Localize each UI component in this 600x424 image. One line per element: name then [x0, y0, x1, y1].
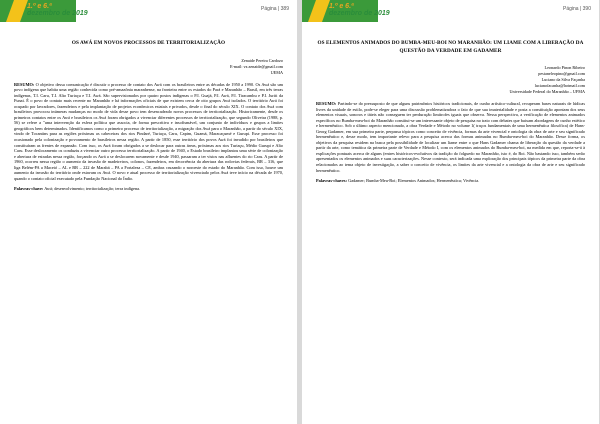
- abstract-text: O objetivo dessa comunicação é discutir o processo de contato dos Awá com os brasileiros entre as décadas de 1950 a 1990. Os Awá são um povo indígena que habita uma região conhecida como pré-amazônia maranhense, na fronteira entre os estados do Pará e Maranhão – Brasil, em três terras indígenas, T.I. Caru, T.I. Alto Turiaçu e T.I. Awá. São supervisionados por quatro postos indígenas o P.I. Guajá, P.I. Awá, P.I. Tiracambu e P.I. Juriti da Funai. É o povo de contato mais recente no Maranhão e há informações oficiais de que existem cerca de oito grupos Awá isolados. O território Awá foi ocupado por lavradores, fazendeiros e pela implantação de projetos econômicos estatais e privados, desde o final do século XIX. O contato dos Awá com brasileiros provocou inúmeras mudanças no modo de vida desse povo tem desencadeado novos processos de territorialização. Historicamente, desde os primeiros contatos entre os Awá e brasileiros os Awá foram obrigados a vivenciar diferentes processos de territorialização, que segundo Oliveira (1988, p. 56) se refere a "uma intervenção da esfera política que associa, de forma prescritiva e insofismável, um conjunto de indivíduos e grupos a limites geográficos bem determinados. Identificamos como o primeiro processo de territorialização, a migração dos Awá para o Maranhão, a partir do século XIX, vindo de Tocantins para as regiões próximas as cabeceiras dos rios Pindaré, Turiaçu, Caru, Capim, Guamá, Maracaçumé e Gurupi. Esse processo foi ocasionado pela colonização e povoamento de brasileiros nessa região. A partir de 1850, esse território dos povos Awá foi invadido por brasileiros que constituíram as frentes de expansão. Com isso, os Awá foram obrigados a se deslocar para outras áreas, próximas aos rios Turiaçu, Médio Gurupi e Alto Caru. Esse deslocamento os conduziu a vivenciar outro processo territorialização. A partir de 1940, o Estado brasileiro implantou uma série de colonização e abertura de estradas nessa região, forçando os Awá a se deslocarem novamente e desde 1940, passaram a ter vistos nas afluentes do rio Caru. A partir de 1960, ocorreu nessa região o aumento da invasão de madeireiros, colonos, fazendeiros, em decorrência da abertura das rodovias federais, BR – 316, que liga Belém-PA a Maceió – AL e BR – 222 de Marabá – PA a Fortaleza – CE, ambas cruzando o noroeste do estado do Maranhão. Com isso, houve um aumento da invasão do território onde estavam os Awá. O novo e atual processo de territorialização vivenciado pelos Awá teve início na década de 1970, quando o contato oficial executado pela Fundação Nacional do Índio.: [14, 81, 283, 181]
- keywords-text: Gadamer; Bumba-Meu-Boi; Elementos Animados; Hermenêutica; Vivência.: [348, 178, 480, 184]
- author-block: [316, 65, 585, 95]
- author-institution: Universidade Federal do Maranhão – UFMA: [509, 89, 585, 94]
- author-email: E-mail: vz.zenaide@gmail.com: [229, 63, 283, 69]
- keywords: [316, 178, 585, 184]
- author-email: pestaneleopino@gmail.com: [538, 71, 585, 76]
- event-title-line2: dezembro de 2019: [329, 10, 390, 17]
- event-title-line2: dezembro de 2019: [27, 10, 88, 17]
- event-title-line1: 1.º e 6.ª: [329, 3, 354, 10]
- page-content: [316, 40, 585, 184]
- right-page: [302, 0, 599, 424]
- article-heading: OS ELEMENTOS ANIMADOS DO BUMBA-MEU-BOI NO MARANHÃO: UM LIAME COM A LIBERAÇÃO DA QUESTÃO DA VERDADE EM GADAMER: [317, 40, 584, 54]
- event-banner: [0, 0, 297, 22]
- page-number: Página | 390: [563, 6, 591, 12]
- author-name: Leonardo Pinon Ribeiro: [544, 65, 585, 70]
- keywords-text: Awá; desenvolvimento; territorialização; terra indígena.: [44, 186, 141, 192]
- event-title-line1: 1.º e 6.ª: [27, 3, 52, 10]
- author-institution: UEMA: [270, 69, 283, 75]
- author-block: [14, 58, 283, 76]
- author-name: Luciano da Silva Façanha: [541, 77, 585, 82]
- author-name: Zenaide Pereira Cardozo: [241, 57, 283, 63]
- page-content: [14, 40, 283, 192]
- event-title: [329, 3, 390, 17]
- event-banner: [302, 0, 599, 22]
- page-number: Página | 389: [261, 6, 289, 12]
- keywords: [14, 186, 283, 192]
- abstract-label: RESUMO:: [14, 81, 35, 87]
- keywords-label: Palavras-chaves:: [316, 178, 348, 184]
- keywords-label: Palavras-chave:: [14, 186, 44, 192]
- abstract-text: Partindo-se do pressuposto de que alguns patrimônios históricos tradicionais, de cunho artístico-cultural, recuperam bases naturais de lúdicas livres da unidade de estilo, pode-se eleger para uma discussão problematizadora o fato de que sua imaterialidade e posta a constituição apontam dos seus elementos visuais, sonoros e táteis não conseguem ter perduração limitrofes iguais que observa. Nessa perspectiva, a verificação de elementos animados específicos no Bumba-meu-boi do Maranhão constitui-se um interessante objeto de pesquisa no trato com debates que baixam abordagens de cunho estético e hermenêutico. Sob o último aspecto mencionado, a obra Verdade e Método no volume 1( traços fundamentais de uma hermenêutica filosófica) de Hans-Georg Gadamer, em sua primeira parte, perpassa tópicos como conceito de vivência, formas da arte vivencial e ontologia da obra de arte e seu significado hermenêutico e, desse modo, tem importante relevo para a pesquisa acerca das formas animadas no Bumba-meu-boi do Maranhão. Desse forma, os objetivos da pesquisa residem na busca pela possibilidade de localizar um liame entre o que Hans Gadamer chama de liberação da questão da verdade a partir da arte, como temática da primeira parte de Verdade e Método I, com os elementos animados do Bumba-meu-boi, na medida em que, reporta-se-á à explicações pontuais acerca de alguns (entres históricos-evolutivos da tradição do folguedo no Maranhão, isto é, do Boi. Não bastando isso, também serão apresentados os elementos animados e suas caracterizações. Nesse contexto, será indicada uma exploração dos principais tópicos da primeira parte da obra relacionados ao tema objeto de investigação, a saber o conceito de vivência, os limites da arte vivencial e a ontologia da obra de arte e seu significado hermenêutico.: [316, 101, 585, 173]
- abstract: [316, 101, 585, 173]
- left-page: [0, 0, 297, 424]
- abstract: [14, 82, 283, 182]
- author-email: lucianofacanha@hotmail.com: [534, 83, 585, 88]
- article-heading: OS AWÁ EM NOVOS PROCESSOS DE TERRITORIALIZAÇÃO: [71, 40, 226, 46]
- abstract-label: RESUMO:: [316, 101, 337, 106]
- event-title: [27, 3, 88, 17]
